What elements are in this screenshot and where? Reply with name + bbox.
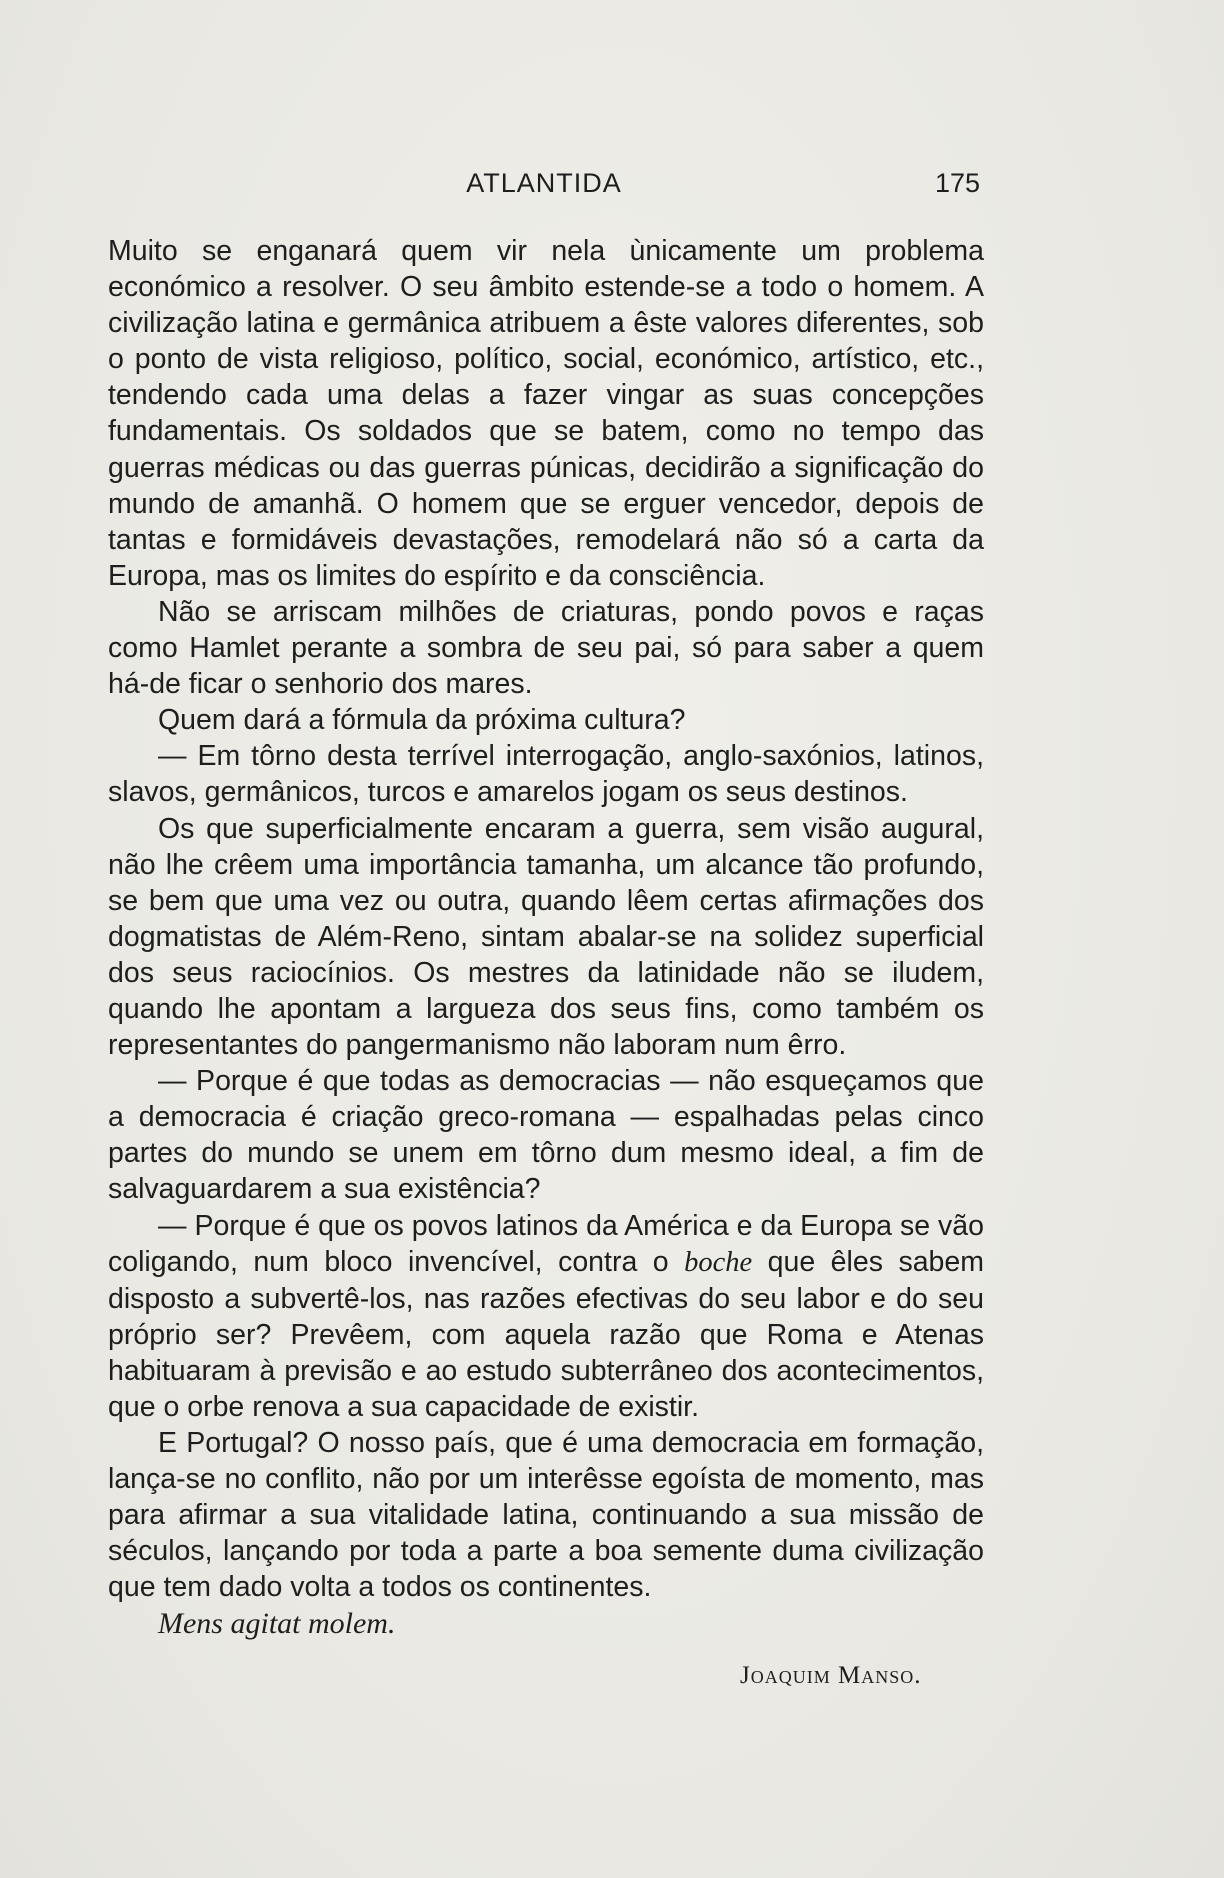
paragraph: Muito se enganará quem vir nela ùnicamente um problema económico a resolver. O seu âmbito estende-se a todo o homem. A civilização latina e germânica atribuem a êste valores diferentes, sob o ponto de vista religioso, político, social, económico, artístico, etc., tendendo cada uma delas a fazer vingar as suas concepções fundamentais. Os soldados que se batem, como no tempo das guerras médicas ou das guerras púnicas, decidirão a significação do mundo de amanhã. O homem que se erguer vencedor, depois de tantas e formidáveis devastações, remodelará não só a carta da Europa, mas os limites do espírito e da consciência. <box>108 235 984 592</box>
paragraph-text: — Porque é que os povos latinos da América e da Europa se vão coligando, num bloco invencível, contra o <box>108 1209 984 1278</box>
motto: Mens agitat molem. <box>158 1606 396 1640</box>
body-text <box>108 233 984 1642</box>
paragraph: E Portugal? O nosso país, que é uma democracia em formação, lança-se no conflito, não por um interêsse egoísta de momento, mas para afirmar a sua vitalidade latina, continuando a sua missão de séculos, lançando por toda a parte a boa semente duma civilização que tem dado volta a todos os continentes. <box>108 1427 984 1604</box>
paragraph <box>108 1208 984 1426</box>
author-signature: Joaquim Manso. <box>740 1662 922 1689</box>
italic-word: boche <box>684 1246 753 1278</box>
paragraph: Os que superficialmente encaram a guerra, sem visão augural, não lhe crêem uma importância tamanha, um alcance tão profundo, se bem que uma vez ou outra, quando lêem certas afirmações dos dogmatistas de Além-Reno, sintam abalar-se na solidez superficial dos seus raciocínios. Os mestres da latinidade não se iludem, quando lhe apontam a largueza dos seus fins, como também os representantes do pangermanismo não laboram num êrro. <box>108 812 984 1062</box>
paragraph: Quem dará a fórmula da próxima cultura? <box>158 704 686 737</box>
paragraph: Não se arriscam milhões de criaturas, pondo povos e raças como Hamlet perante a sombra de seu pai, só para saber a quem há-de ficar o senhorio dos mares. <box>108 595 984 701</box>
running-header <box>108 168 980 208</box>
page-number: 175 <box>934 168 980 198</box>
running-title: ATLANTIDA <box>466 168 622 198</box>
paragraph-text: que êles sabem disposto a subvertê-los, nas razões efectivas do seu labor e do seu próprio ser? Prevêem, com aquela razão que Roma e Atenas habituaram à previsão e ao estudo subterrâneo dos acontecimentos, que o orbe renova a sua capacidade de existir. <box>108 1245 984 1423</box>
motto-line <box>108 1606 984 1642</box>
paragraph: — Em tôrno desta terrível interrogação, anglo-saxónios, latinos, slavos, germânicos, turcos e amarelos jogam os seus destinos. <box>108 740 984 809</box>
paragraph: — Porque é que todas as democracias — não esqueçamos que a democracia é criação greco-romana — espalhadas pelas cinco partes do mundo se unem em tôrno dum mesmo ideal, a fim de salvaguardarem a sua existência? <box>108 1065 984 1206</box>
